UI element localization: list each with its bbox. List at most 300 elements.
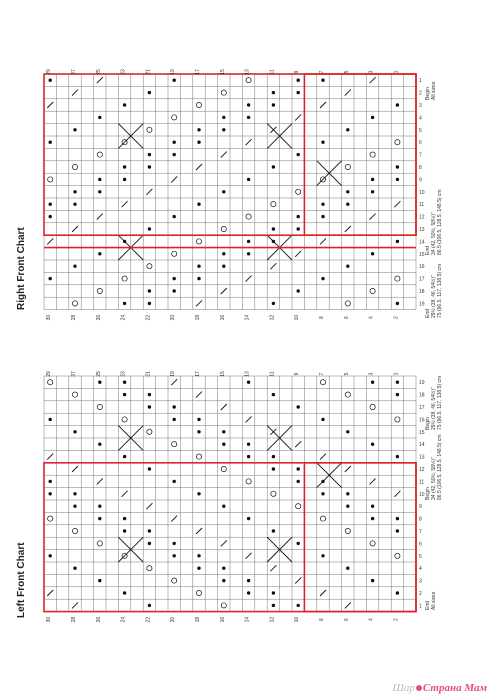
row-number: 20 [170, 314, 177, 321]
decrease-icon [47, 238, 53, 244]
purl-dot-icon [396, 302, 399, 305]
stitch-number: 3 [419, 103, 422, 109]
row-number: 15 [219, 371, 226, 377]
purl-dot-icon [73, 203, 76, 206]
knitting-grid [40, 371, 425, 623]
decrease-icon [394, 201, 400, 207]
row-number: 2 [393, 618, 400, 621]
purl-dot-icon [247, 252, 250, 255]
decrease-icon [221, 288, 227, 294]
purl-dot-icon [197, 128, 200, 131]
row-number: 28 [71, 314, 77, 321]
yarn-over-icon [320, 380, 325, 385]
purl-dot-icon [123, 178, 126, 181]
purl-dot-icon [148, 91, 151, 94]
purl-dot-icon [297, 480, 300, 483]
yarn-over-icon [48, 380, 53, 385]
purl-dot-icon [49, 554, 52, 557]
purl-dot-icon [272, 591, 275, 594]
row-number: 30 [46, 616, 53, 623]
stitch-number: 12 [419, 467, 425, 473]
row-number: 26 [95, 314, 102, 321]
purl-dot-icon [396, 393, 399, 396]
purl-dot-icon [123, 529, 126, 532]
decrease-icon [72, 90, 78, 96]
stitch-number: 14 [419, 442, 425, 449]
purl-dot-icon [98, 579, 101, 582]
row-number: 22 [145, 616, 152, 623]
purl-dot-icon [272, 302, 275, 305]
row-number: 19 [170, 69, 177, 75]
yarn-over-icon [395, 276, 400, 281]
decrease-icon [47, 590, 53, 596]
stitch-number: 11 [419, 479, 425, 486]
purl-dot-icon [222, 579, 225, 582]
decrease-icon [394, 491, 400, 497]
stitch-number: 13 [419, 454, 425, 461]
purl-dot-icon [396, 591, 399, 594]
purl-dot-icon [371, 579, 374, 582]
purl-dot-icon [247, 443, 250, 446]
row-number: 29 [46, 69, 53, 75]
purl-dot-icon [197, 492, 200, 495]
yarn-over-icon [147, 127, 152, 132]
purl-dot-icon [173, 480, 176, 483]
row-numbers-top [46, 371, 399, 377]
row-number: 6 [343, 316, 350, 319]
stitch-number: 4 [419, 115, 422, 122]
yarn-over-icon [196, 239, 201, 244]
decrease-icon [171, 176, 177, 182]
yarn-over-icon [246, 214, 251, 219]
purl-dot-icon [197, 203, 200, 206]
purl-dot-icon [123, 517, 126, 520]
decrease-icon [146, 189, 152, 195]
row-number: 4 [368, 618, 375, 621]
decrease-icon [122, 201, 128, 207]
yarn-over-icon [147, 429, 152, 434]
purl-dot-icon [346, 505, 349, 508]
yarn-over-icon [345, 164, 350, 169]
yarn-over-icon [395, 553, 400, 558]
decrease-icon [320, 102, 326, 108]
stitch-number: 6 [419, 140, 422, 147]
purl-dot-icon [247, 103, 250, 106]
purl-dot-icon [148, 227, 151, 230]
yarn-over-icon [72, 528, 77, 533]
yarn-over-icon [172, 442, 177, 447]
row-number: 13 [244, 371, 251, 377]
row-number: 24 [120, 314, 127, 321]
yarn-over-icon [221, 466, 226, 471]
purl-dot-icon [173, 141, 176, 144]
purl-dot-icon [371, 190, 374, 193]
yarn-over-icon [147, 566, 152, 571]
decrease-icon [295, 114, 301, 120]
purl-dot-icon [297, 91, 300, 94]
row-number: 18 [195, 314, 201, 321]
stitch-number: 7 [419, 152, 422, 159]
decrease-icon [221, 540, 227, 546]
yarn-over-icon [97, 404, 102, 409]
row-number: 1 [393, 372, 400, 376]
yarn-over-icon [345, 392, 350, 397]
purl-dot-icon [98, 381, 101, 384]
purl-dot-icon [371, 505, 374, 508]
purl-dot-icon [371, 381, 374, 384]
purl-dot-icon [371, 116, 374, 119]
stitch-number: 5 [419, 553, 422, 560]
purl-dot-icon [123, 455, 126, 458]
row-number: 25 [95, 371, 102, 377]
stitch-number: 9 [419, 504, 422, 511]
stitch-number: 17 [419, 405, 425, 411]
row-number: 6 [343, 618, 350, 621]
yarn-over-icon [196, 590, 201, 595]
yarn-over-icon [370, 288, 375, 293]
row-number: 5 [343, 372, 350, 376]
row-number: 16 [219, 616, 226, 623]
purl-dot-icon [73, 430, 76, 433]
yarn-over-icon [172, 251, 177, 256]
purl-dot-icon [123, 302, 126, 305]
row-number: 4 [368, 316, 375, 319]
row-number: 30 [46, 314, 53, 321]
stitch-number: 8 [419, 516, 422, 523]
decrease-icon [246, 139, 252, 145]
stitch-number: 2 [419, 591, 422, 597]
purl-dot-icon [321, 79, 324, 82]
yarn-over-icon [122, 276, 127, 281]
purl-dot-icon [173, 153, 176, 156]
decrease-icon [370, 214, 376, 220]
row-number: 12 [269, 314, 276, 321]
stitch-number: 17 [419, 276, 425, 283]
purl-dot-icon [272, 455, 275, 458]
purl-dot-icon [148, 542, 151, 545]
purl-dot-icon [247, 517, 250, 520]
purl-dot-icon [297, 153, 300, 156]
purl-dot-icon [371, 443, 374, 446]
side-label-end-34: End 34 (42, 50½, 58½)" 86.5 (106.5, 128.5, 148.5) cm [425, 189, 443, 255]
purl-dot-icon [49, 215, 52, 218]
purl-dot-icon [123, 103, 126, 106]
purl-dot-icon [272, 227, 275, 230]
decrease-icon [246, 553, 252, 559]
chart-title: Left Front Chart [16, 542, 27, 618]
purl-dot-icon [98, 190, 101, 193]
purl-dot-icon [222, 505, 225, 508]
purl-dot-icon [197, 430, 200, 433]
stitch-number: 16 [419, 264, 425, 271]
purl-dot-icon [297, 604, 300, 607]
purl-dot-icon [148, 165, 151, 168]
purl-dot-icon [148, 289, 151, 292]
decrease-icon [196, 392, 202, 398]
yarn-over-icon [345, 301, 350, 306]
stitch-number: 15 [419, 429, 425, 436]
purl-dot-icon [98, 517, 101, 520]
purl-dot-icon [346, 190, 349, 193]
stitch-number: 7 [419, 529, 422, 535]
purl-dot-icon [73, 505, 76, 508]
yarn-over-icon [147, 264, 152, 269]
highlight-box [304, 74, 416, 235]
row-number: 15 [219, 69, 226, 75]
row-number: 3 [368, 70, 375, 74]
decrease-icon [221, 152, 227, 158]
side-label-end: End All sizes [425, 591, 437, 610]
yarn-over-icon [48, 516, 53, 521]
purl-dot-icon [321, 418, 324, 421]
purl-dot-icon [247, 178, 250, 181]
purl-dot-icon [272, 529, 275, 532]
stitch-number: 6 [419, 541, 422, 548]
purl-dot-icon [371, 252, 374, 255]
purl-dot-icon [396, 517, 399, 520]
purl-dot-icon [173, 554, 176, 557]
purl-dot-icon [297, 215, 300, 218]
purl-dot-icon [247, 579, 250, 582]
stitch-number: 15 [419, 251, 425, 258]
purl-dot-icon [49, 79, 52, 82]
side-label-begin-29: Begin 29½ (38, 46, 54½)" 75 (96.5, 117, 138.5) cm [425, 375, 443, 430]
decrease-icon [72, 466, 78, 472]
purl-dot-icon [148, 302, 151, 305]
row-number: 26 [95, 616, 102, 623]
purl-dot-icon [148, 153, 151, 156]
row-number: 17 [195, 69, 201, 75]
row-number: 24 [120, 616, 127, 623]
stitch-number: 14 [419, 239, 425, 246]
row-number: 13 [244, 69, 251, 75]
decrease-icon [345, 602, 351, 608]
decrease-icon [97, 478, 103, 484]
row-number: 16 [219, 314, 226, 321]
purl-dot-icon [49, 203, 52, 206]
purl-dot-icon [148, 604, 151, 607]
row-numbers-top [46, 69, 399, 75]
decrease-icon [295, 441, 301, 447]
purl-dot-icon [321, 492, 324, 495]
purl-dot-icon [346, 492, 349, 495]
purl-dot-icon [123, 393, 126, 396]
stitch-number: 18 [419, 289, 425, 295]
purl-dot-icon [49, 480, 52, 483]
row-number: 1 [393, 70, 400, 74]
watermark-brand: Страна Мам [422, 682, 487, 694]
purl-dot-icon [222, 567, 225, 570]
row-number: 27 [71, 69, 77, 75]
purl-dot-icon [321, 203, 324, 206]
purl-dot-icon [123, 591, 126, 594]
row-number: 23 [120, 371, 127, 377]
yarn-over-icon [296, 189, 301, 194]
watermark [392, 682, 487, 694]
purl-dot-icon [98, 252, 101, 255]
stitch-number: 11 [419, 202, 425, 209]
row-number: 27 [71, 371, 77, 377]
purl-dot-icon [346, 430, 349, 433]
purl-dot-icon [297, 289, 300, 292]
row-number: 9 [294, 70, 301, 74]
yarn-over-icon [221, 603, 226, 608]
stitch-number: 10 [419, 189, 425, 196]
stitch-number: 9 [419, 177, 422, 184]
purl-dot-icon [73, 190, 76, 193]
yarn-over-icon [221, 90, 226, 95]
yarn-over-icon [97, 152, 102, 157]
decrease-icon [47, 102, 53, 108]
stitch-number: 19 [419, 301, 425, 308]
row-number: 19 [170, 371, 177, 377]
purl-dot-icon [123, 165, 126, 168]
purl-dot-icon [321, 554, 324, 557]
purl-dot-icon [396, 529, 399, 532]
purl-dot-icon [297, 405, 300, 408]
purl-dot-icon [173, 277, 176, 280]
purl-dot-icon [247, 116, 250, 119]
decrease-icon [295, 578, 301, 584]
yarn-over-icon [97, 541, 102, 546]
purl-dot-icon [49, 418, 52, 421]
yarn-over-icon [395, 417, 400, 422]
stitch-numbers [419, 380, 425, 609]
row-number: 3 [368, 372, 375, 376]
row-number: 20 [170, 616, 177, 623]
yarn-over-icon [97, 288, 102, 293]
chart-title: Right Front Chart [16, 227, 27, 310]
stitch-number: 8 [419, 165, 422, 171]
side-label-begin-34: Begin 34 (42, 50½, 58½)" 86.5 (106.5, 128.5, 148.5) cm [425, 434, 443, 500]
purl-dot-icon [396, 381, 399, 384]
purl-dot-icon [173, 405, 176, 408]
purl-dot-icon [197, 418, 200, 421]
purl-dot-icon [49, 141, 52, 144]
purl-dot-icon [197, 554, 200, 557]
decrease-icon [270, 565, 276, 571]
stitch-number: 12 [419, 214, 425, 221]
side-label-begin: Begin All sizes [425, 81, 437, 100]
row-number: 14 [244, 314, 251, 321]
purl-dot-icon [272, 103, 275, 106]
purl-dot-icon [222, 190, 225, 193]
purl-dot-icon [247, 591, 250, 594]
row-numbers-bottom [46, 315, 399, 321]
purl-dot-icon [297, 467, 300, 470]
stitch-number: 16 [419, 417, 425, 424]
purl-dot-icon [396, 103, 399, 106]
decrease-icon [196, 164, 202, 170]
yarn-over-icon [48, 177, 53, 182]
row-number: 17 [195, 371, 201, 377]
row-number: 18 [195, 616, 201, 623]
yarn-over-icon [345, 528, 350, 533]
purl-dot-icon [197, 265, 200, 268]
purl-dot-icon [272, 467, 275, 470]
decrease-icon [246, 416, 252, 422]
purl-dot-icon [173, 289, 176, 292]
decrease-icon [320, 454, 326, 460]
yarn-over-icon [296, 504, 301, 509]
yarn-over-icon [196, 102, 201, 107]
purl-dot-icon [396, 165, 399, 168]
purl-dot-icon [222, 116, 225, 119]
purl-dot-icon [98, 178, 101, 181]
decrease-icon [196, 300, 202, 306]
yarn-over-icon [196, 454, 201, 459]
row-number: 7 [319, 70, 325, 74]
decrease-icon [270, 263, 276, 269]
row-number: 14 [244, 616, 251, 623]
row-number: 21 [145, 371, 152, 377]
decrease-icon [370, 77, 376, 83]
purl-dot-icon [73, 492, 76, 495]
decrease-icon [295, 251, 301, 257]
decrease-icon [345, 466, 351, 472]
decrease-icon [72, 602, 78, 608]
purl-dot-icon [371, 517, 374, 520]
purl-dot-icon [148, 393, 151, 396]
purl-dot-icon [321, 277, 324, 280]
purl-dot-icon [346, 203, 349, 206]
purl-dot-icon [272, 165, 275, 168]
row-number: 10 [294, 616, 301, 623]
purl-dot-icon [346, 128, 349, 131]
purl-dot-icon [371, 178, 374, 181]
purl-dot-icon [98, 116, 101, 119]
purl-dot-icon [346, 567, 349, 570]
row-numbers-bottom [46, 617, 399, 623]
yarn-over-icon [271, 491, 276, 496]
decrease-icon [72, 226, 78, 232]
yarn-over-icon [122, 417, 127, 422]
row-number: 10 [294, 314, 301, 321]
purl-dot-icon [73, 265, 76, 268]
purl-dot-icon [321, 215, 324, 218]
purl-dot-icon [297, 79, 300, 82]
yarn-over-icon [221, 226, 226, 231]
purl-dot-icon [272, 393, 275, 396]
decrease-icon [122, 491, 128, 497]
stitch-number: 18 [419, 392, 425, 399]
purl-dot-icon [49, 492, 52, 495]
purl-dot-icon [197, 277, 200, 280]
yarn-over-icon [320, 516, 325, 521]
row-number: 12 [269, 616, 276, 623]
purl-dot-icon [173, 215, 176, 218]
purl-dot-icon [222, 430, 225, 433]
row-number: 2 [393, 316, 400, 319]
yarn-over-icon [72, 301, 77, 306]
watermark-dot-icon [416, 685, 422, 691]
decrease-icon [146, 503, 152, 509]
stitch-number: 4 [419, 566, 422, 573]
yarn-over-icon [370, 404, 375, 409]
yarn-over-icon [271, 202, 276, 207]
decrease-icon [370, 478, 376, 484]
decrease-icon [221, 404, 227, 410]
decrease-icon [171, 379, 177, 385]
stitch-number: 5 [419, 127, 422, 134]
purl-dot-icon [247, 381, 250, 384]
yarn-over-icon [246, 479, 251, 484]
stitch-number: 13 [419, 227, 425, 233]
decrease-icon [97, 77, 103, 83]
row-number: 21 [145, 69, 152, 75]
yarn-over-icon [72, 392, 77, 397]
row-number: 5 [343, 70, 350, 74]
